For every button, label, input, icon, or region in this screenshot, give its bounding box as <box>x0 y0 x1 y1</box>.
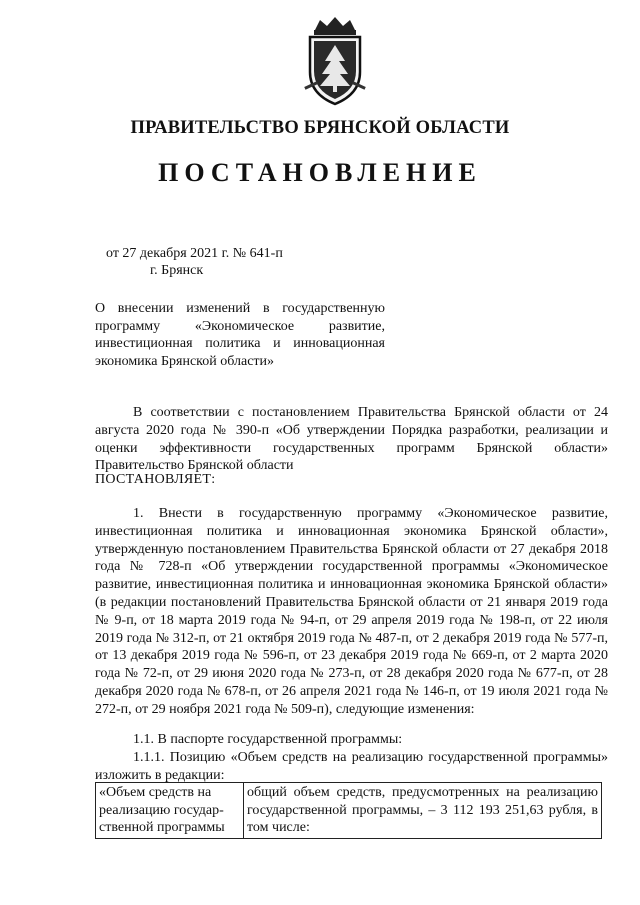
item-1-1-1-paragraph: 1.1.1. Позицию «Объем средств на реализацию государственной программы» изложить в редакции: <box>95 750 608 783</box>
table-cell-position: «Объем средств на реализацию государственной программы <box>96 783 244 839</box>
item-1-1-paragraph: 1.1. В паспорте государственной программы: <box>133 732 403 747</box>
document-type-heading: ПОСТАНОВЛЕНИЕ <box>158 158 482 187</box>
resolve-word: ПОСТАНОВЛЯЕТ: <box>95 472 216 487</box>
item-1-paragraph: 1. Внести в государственную программу «Экономическое развитие, инвестиционная политика и инновационная экономика Брянской области», утвержденную постановлением Правительства Брянской области от 27 декабря 2018 года № 728-п «Об утверждении государственной программы «Экономическое развитие, инвестиционная политика и инновационная экономика Брянской области» (в редакции постановлений Правительства Брянской области от 21 января 2019 года № 9-п, от 18 марта 2019 года № 94-п, от 29 апреля 2019 года № 198-п, от 22 июля 2019 года № 312-п, от 21 октября 2019 года № 487-п, от 2 декабря 2019 года № 577-п, от 13 декабря 2019 года № 596-п, от 23 декабря 2019 года № 669-п, от 2 марта 2020 года № 72-п, от 29 июня 2020 года № 273-п, от 28 декабря 2020 года № 677-п, от 28 декабря 2020 года № 678-п, от 26 апреля 2021 года № 146-п, от 19 июля 2021 года № 272-п, от 29 ноября 2021 года № 509-п), следующие изменения: <box>95 506 608 717</box>
bryansk-coat-of-arms-emblem <box>300 14 370 109</box>
program-funding-table <box>95 782 602 839</box>
decree-city: г. Брянск <box>150 263 204 278</box>
decree-subject: О внесении изменений в государственную программу «Экономическое развитие, инвестиционная политика и инновационная экономика Брянской области» <box>95 301 385 369</box>
table-row <box>96 783 602 839</box>
government-title: ПРАВИТЕЛЬСТВО БРЯНСКОЙ ОБЛАСТИ <box>130 118 510 138</box>
table-cell-value: общий объем средств, предусмотренных на реализацию государственной программы, – 3 112 193 251,63 рубля, в том числе: <box>244 783 602 839</box>
decree-date-number: от 27 декабря 2021 г. № 641-п <box>106 246 283 261</box>
intro-paragraph: В соответствии с постановлением Правительства Брянской области от 24 августа 2020 года № 390-п «Об утверждении Порядка разработки, реализации и оценки эффективности государственных программ Брянской области» Правительство Брянской области <box>95 405 608 474</box>
